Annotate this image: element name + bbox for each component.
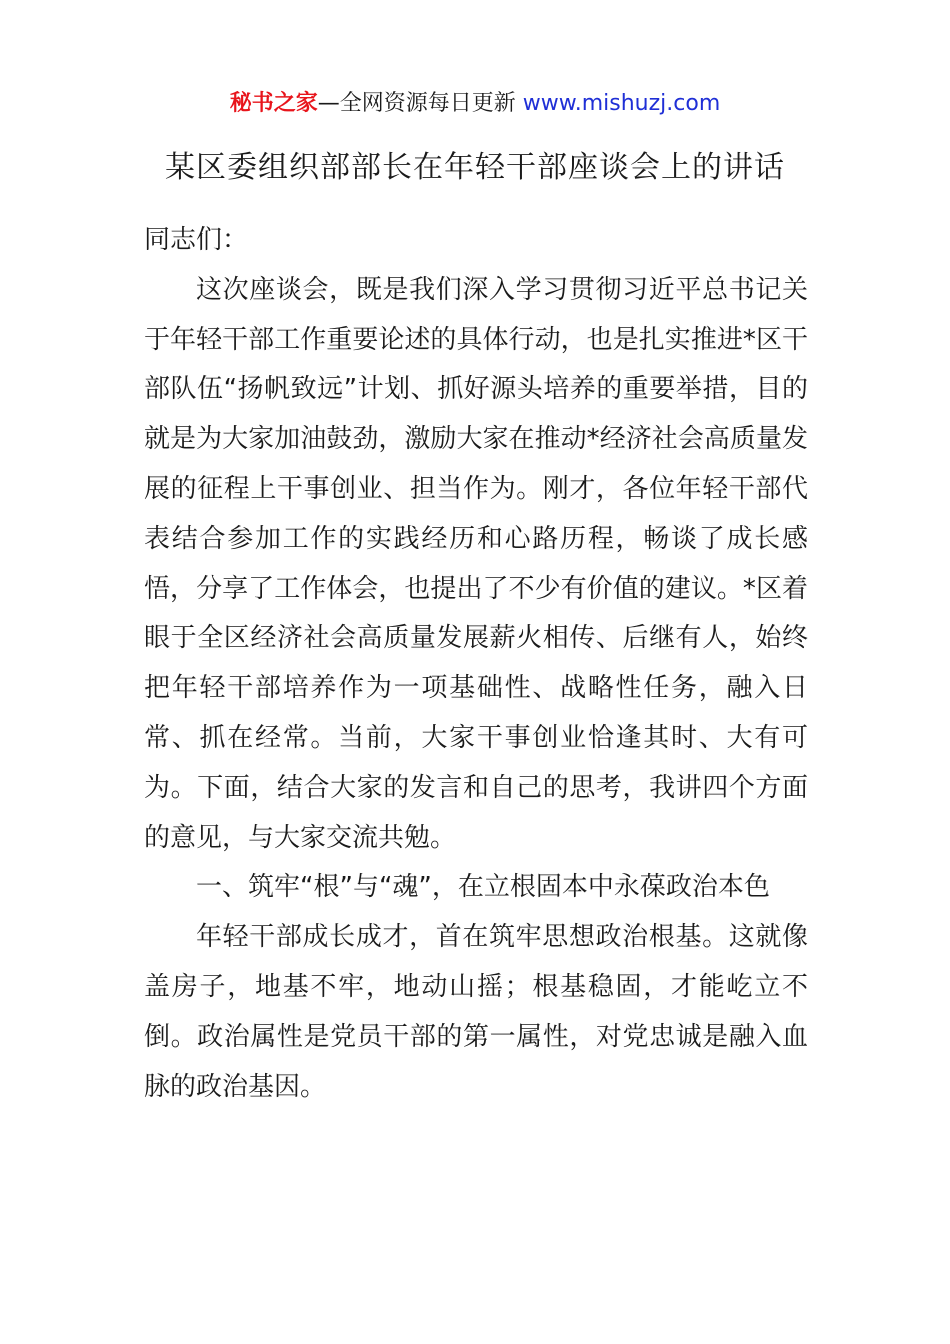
site-header-banner bbox=[0, 86, 950, 122]
document-title: 某区委组织部部长在年轻干部座谈会上的讲话 bbox=[165, 150, 785, 185]
salutation: 同志们： bbox=[144, 225, 249, 255]
document-body bbox=[144, 216, 808, 1112]
site-url-link[interactable]: www.mishuzj.com bbox=[522, 91, 721, 116]
site-name: 秘书之家 bbox=[229, 91, 318, 116]
body-paragraph: 这次座谈会，既是我们深入学习贯彻习近平总书记关于年轻干部工作重要论述的具体行动，也是扎实推进*区干部队伍“扬帆致远”计划、抓好源头培养的重要举措，目的就是为大家加油鼓劲，激励大家在推动*经济社会高质量发展的征程上干事创业、担当作为。刚才，各位年轻干部代表结合参加工作的实践经历和心路历程，畅谈了成长感悟，分享了工作体会，也提出了不少有价值的建议。*区着眼于全区经济社会高质量发展薪火相传、后继有人，始终把年轻干部培养作为一项基础性、战略性任务，融入日常、抓在经常。当前，大家干事创业恰逢其时、大有可为。下面，结合大家的发言和自己的思考，我讲四个方面的意见，与大家交流共勉。 bbox=[144, 274, 808, 853]
body-paragraph: 年轻干部成长成才，首在筑牢思想政治根基。这就像盖房子，地基不牢，地动山摇；根基稳固，才能屹立不倒。政治属性是党员干部的第一属性，对党忠诚是融入血脉的政治基因。 bbox=[144, 922, 808, 1102]
site-tagline: —全网资源每日更新 bbox=[317, 91, 523, 116]
section-heading: 一、筑牢“根”与“魂”，在立根固本中永葆政治本色 bbox=[196, 872, 770, 903]
